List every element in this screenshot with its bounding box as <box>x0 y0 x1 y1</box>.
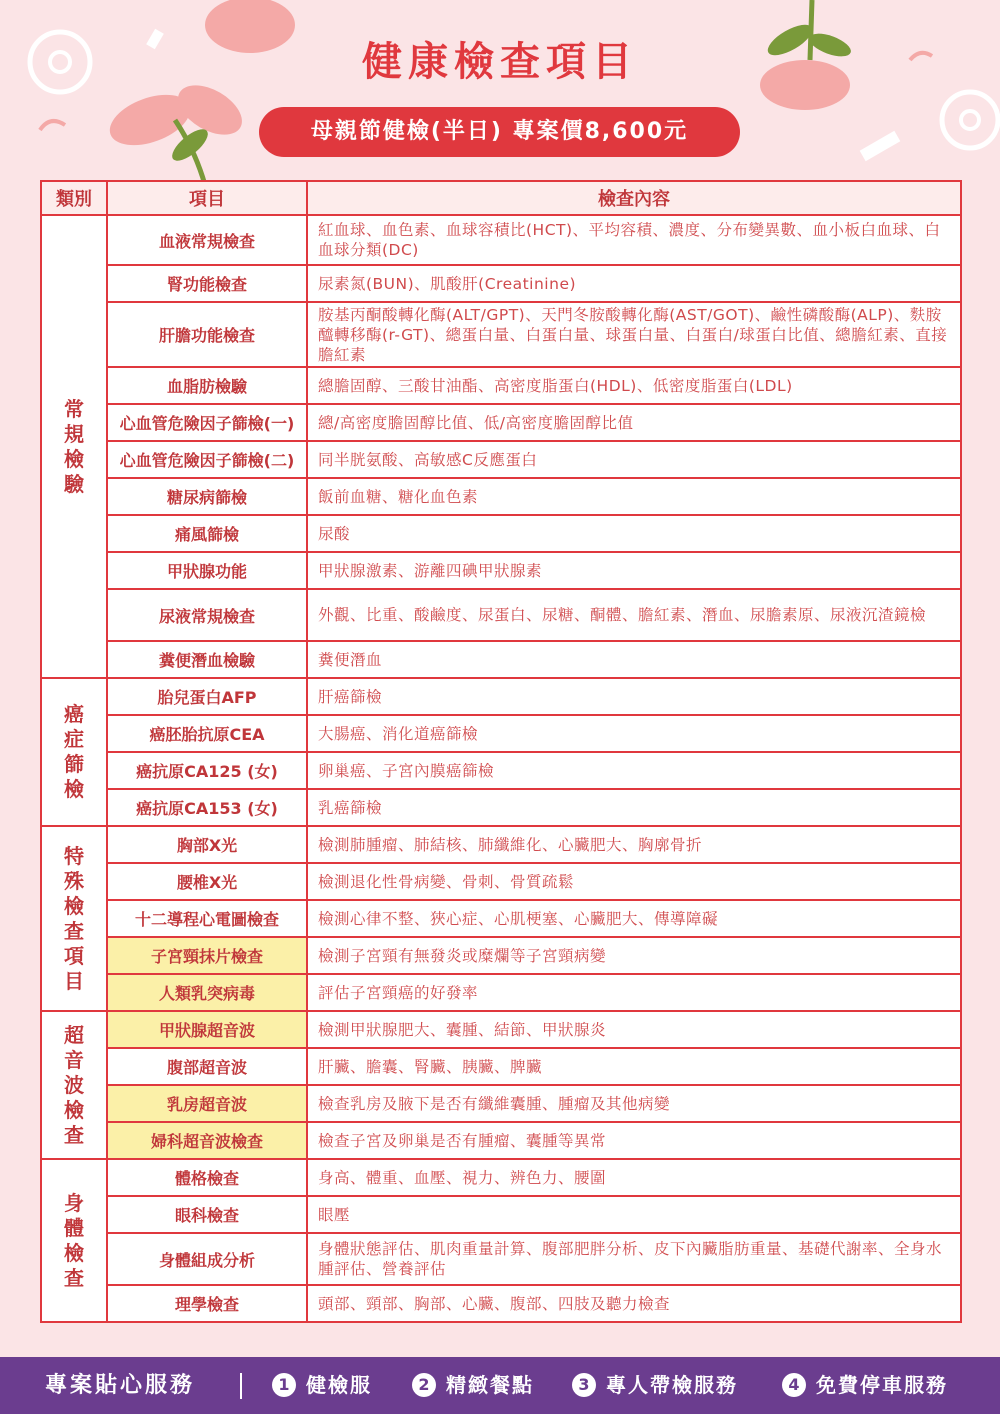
service-1 <box>272 1357 372 1414</box>
checkup-table <box>40 180 962 1323</box>
item-cell: 甲狀腺功能 <box>107 552 307 589</box>
item-cell: 癌抗原CA125 (女) <box>107 752 307 789</box>
category-label: 常規檢驗 <box>64 396 84 496</box>
item-cell: 胸部X光 <box>107 826 307 863</box>
header-content: 檢查內容 <box>307 181 961 215</box>
item-cell: 子宮頸抹片檢查 <box>107 937 307 974</box>
item-cell: 胎兒蛋白AFP <box>107 678 307 715</box>
item-cell: 糞便潛血檢驗 <box>107 641 307 678</box>
item-cell: 人類乳突病毒 <box>107 974 307 1011</box>
category-label: 身體檢查 <box>64 1190 84 1290</box>
footer-title: 專案貼心服務 <box>45 1373 196 1398</box>
item-cell: 癌抗原CA153 (女) <box>107 789 307 826</box>
content-cell: 檢查乳房及腋下是否有纖維囊腫、腫瘤及其他病變 <box>307 1085 961 1122</box>
header-category: 類別 <box>41 181 107 215</box>
table-row <box>41 1048 961 1085</box>
service-label-4: 免費停車服務 <box>816 1373 948 1397</box>
content-cell: 檢測子宮頸有無發炎或糜爛等子宮頸病變 <box>307 937 961 974</box>
footer-divider <box>240 1373 242 1399</box>
item-cell: 眼科檢查 <box>107 1196 307 1233</box>
content-cell: 同半胱氨酸、高敏感C反應蛋白 <box>307 441 961 478</box>
content-cell: 肝臟、膽囊、腎臟、胰臟、脾臟 <box>307 1048 961 1085</box>
table-row <box>41 1011 961 1048</box>
content-cell: 尿素氮(BUN)、肌酸肝(Creatinine) <box>307 265 961 302</box>
category-cell <box>41 1011 107 1159</box>
content-cell: 評估子宮頸癌的好發率 <box>307 974 961 1011</box>
content-cell: 尿酸 <box>307 515 961 552</box>
content-cell: 紅血球、血色素、血球容積比(HCT)、平均容積、濃度、分布變異數、血小板白血球、白血球分類(DC) <box>307 215 961 265</box>
service-label-2: 精緻餐點 <box>446 1373 534 1397</box>
table-row <box>41 478 961 515</box>
content-cell: 身體狀態評估、肌肉重量計算、腹部肥胖分析、皮下內臟脂肪重量、基礎代謝率、全身水腫評估、營養評估 <box>307 1233 961 1285</box>
service-number-4: 4 <box>782 1373 806 1397</box>
service-4 <box>782 1357 948 1414</box>
table-row <box>41 937 961 974</box>
content-cell: 卵巢癌、子宮內膜癌篩檢 <box>307 752 961 789</box>
content-cell: 檢測退化性骨病變、骨刺、骨質疏鬆 <box>307 863 961 900</box>
item-cell: 乳房超音波 <box>107 1085 307 1122</box>
service-number-3: 3 <box>572 1373 596 1397</box>
item-cell: 腰椎X光 <box>107 863 307 900</box>
table-header-row <box>41 181 961 215</box>
content-cell: 飯前血糖、糖化血色素 <box>307 478 961 515</box>
category-cell <box>41 678 107 826</box>
table-row <box>41 863 961 900</box>
category-cell <box>41 826 107 1011</box>
content-cell: 總膽固醇、三酸甘油酯、高密度脂蛋白(HDL)、低密度脂蛋白(LDL) <box>307 367 961 404</box>
table-row <box>41 404 961 441</box>
table-row <box>41 1196 961 1233</box>
content-cell: 檢測心律不整、狹心症、心肌梗塞、心臟肥大、傳導障礙 <box>307 900 961 937</box>
item-cell: 心血管危險因子篩檢(一) <box>107 404 307 441</box>
item-cell: 甲狀腺超音波 <box>107 1011 307 1048</box>
table-row <box>41 215 961 265</box>
category-label: 特殊檢查項目 <box>64 843 84 993</box>
table-row <box>41 1233 961 1285</box>
item-cell: 十二導程心電圖檢查 <box>107 900 307 937</box>
content-cell: 檢查子宮及卵巢是否有腫瘤、囊腫等異常 <box>307 1122 961 1159</box>
table-row <box>41 515 961 552</box>
item-cell: 糖尿病篩檢 <box>107 478 307 515</box>
service-label-1: 健檢服 <box>306 1373 372 1397</box>
table-row <box>41 1122 961 1159</box>
flower-decoration-right <box>730 0 1000 190</box>
content-cell: 糞便潛血 <box>307 641 961 678</box>
content-cell: 眼壓 <box>307 1196 961 1233</box>
item-cell: 理學檢查 <box>107 1285 307 1322</box>
item-cell: 身體組成分析 <box>107 1233 307 1285</box>
content-cell: 肝癌篩檢 <box>307 678 961 715</box>
content-cell: 檢測甲狀腺肥大、囊腫、結節、甲狀腺炎 <box>307 1011 961 1048</box>
content-cell: 甲狀腺激素、游離四碘甲狀腺素 <box>307 552 961 589</box>
header-item: 項目 <box>107 181 307 215</box>
item-cell: 癌胚胎抗原CEA <box>107 715 307 752</box>
item-cell: 血脂肪檢驗 <box>107 367 307 404</box>
category-label: 癌症篩檢 <box>64 702 84 801</box>
content-cell: 檢測肺腫瘤、肺結核、肺纖維化、心臟肥大、胸廓骨折 <box>307 826 961 863</box>
table-row <box>41 678 961 715</box>
service-number-1: 1 <box>272 1373 296 1397</box>
table-row <box>41 789 961 826</box>
content-cell: 身高、體重、血壓、視力、辨色力、腰圍 <box>307 1159 961 1196</box>
service-3 <box>572 1357 738 1414</box>
category-label: 超音波檢查 <box>64 1022 84 1147</box>
table-row <box>41 752 961 789</box>
content-cell: 胺基丙酮酸轉化酶(ALT/GPT)、天門冬胺酸轉化酶(AST/GOT)、鹼性磷酸酶(ALP)、麩胺醯轉移酶(r-GT)、總蛋白量、白蛋白量、球蛋白量、白蛋白/球蛋白比值、總膽紅素、直接膽紅素 <box>307 302 961 367</box>
service-2 <box>412 1357 534 1414</box>
content-cell: 頭部、頸部、胸部、心臟、腹部、四肢及聽力檢查 <box>307 1285 961 1322</box>
item-cell: 血液常規檢查 <box>107 215 307 265</box>
service-number-2: 2 <box>412 1373 436 1397</box>
content-cell: 總/高密度膽固醇比值、低/高密度膽固醇比值 <box>307 404 961 441</box>
item-cell: 心血管危險因子篩檢(二) <box>107 441 307 478</box>
table-body <box>41 215 961 1322</box>
table-row <box>41 974 961 1011</box>
table-row <box>41 715 961 752</box>
table-row <box>41 367 961 404</box>
category-cell <box>41 215 107 678</box>
package-price-banner: 母親節健檢(半日) 專案價8,600元 <box>259 107 740 157</box>
item-cell: 腹部超音波 <box>107 1048 307 1085</box>
table-row <box>41 900 961 937</box>
content-cell: 乳癌篩檢 <box>307 789 961 826</box>
item-cell: 尿液常規檢查 <box>107 589 307 641</box>
item-cell: 體格檢查 <box>107 1159 307 1196</box>
service-footer <box>0 1357 1000 1414</box>
item-cell: 婦科超音波檢查 <box>107 1122 307 1159</box>
page-title: 健康檢查項目 <box>362 39 638 85</box>
table-row <box>41 265 961 302</box>
item-cell: 腎功能檢查 <box>107 265 307 302</box>
item-cell: 肝膽功能檢查 <box>107 302 307 367</box>
table-row <box>41 1159 961 1196</box>
content-cell: 外觀、比重、酸鹼度、尿蛋白、尿糖、酮體、膽紅素、潛血、尿膽素原、尿液沉渣鏡檢 <box>307 589 961 641</box>
content-cell: 大腸癌、消化道癌篩檢 <box>307 715 961 752</box>
table-row <box>41 441 961 478</box>
table-row <box>41 1085 961 1122</box>
table-row <box>41 826 961 863</box>
item-cell: 痛風篩檢 <box>107 515 307 552</box>
table-row <box>41 302 961 367</box>
category-cell <box>41 1159 107 1322</box>
flower-decoration-left <box>0 0 300 190</box>
table-row <box>41 552 961 589</box>
table-row <box>41 1285 961 1322</box>
table-row <box>41 641 961 678</box>
table-row <box>41 589 961 641</box>
service-label-3: 專人帶檢服務 <box>606 1373 738 1397</box>
